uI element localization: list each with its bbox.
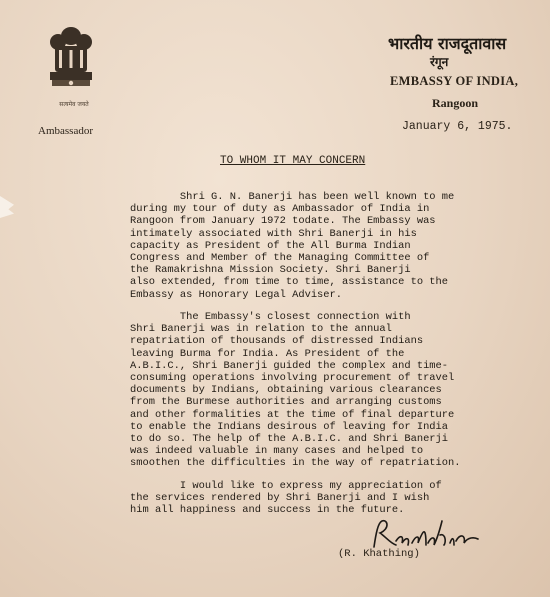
embassy-city: Rangoon	[432, 96, 479, 110]
emblem-motto: सत्यमेव जयते	[59, 101, 89, 108]
office-label: Ambassador	[38, 125, 93, 137]
paragraph-1: Shri G. N. Banerji has been well known to me during my tour of duty as Ambassador of India in Rangoon from January 1972 todate. The Embassy was intimately associated with Shri Banerji in his capacity as President of the All Burma Indian Congress and Member of the Managing Committee of the Ramakrishna Mission Society. Shri Banerji also extended, from time to time, assistance to the Embassy as Honorary Legal Adviser.	[130, 191, 455, 301]
paragraph-2: The Embassy's closest connection with Shri Banerji was in relation to the annual repatriation of thousands of distressed Indians leaving Burma for India. As President of the A.B.I.C., Shri Banerji guided the complex and time- consuming operations involving procurement of travel documents by Indians, obtaining various clearances from the Burmese authorities and arranging customs and other formalities at the time of final departure to enable the Indians desirous of leaving for India to do so. The help of the A.B.I.C. and Shri Banerji was indeed valuable in many cases and helped to smoothen the difficulties in the way of repatriation.	[130, 311, 461, 470]
hindi-city: रंगून	[430, 55, 449, 69]
embassy-name: EMBASSY OF INDIA,	[390, 74, 519, 88]
letter-date: January 6, 1975.	[402, 120, 513, 133]
letter-heading: TO WHOM IT MAY CONCERN	[220, 155, 366, 167]
hindi-embassy-title: भारतीय राजदूतावास	[388, 34, 507, 53]
paper-tear	[0, 196, 14, 218]
state-emblem-icon	[42, 22, 100, 106]
signer-name: (R. Khathing)	[338, 548, 420, 560]
paragraph-3: I would like to express my appreciation of the services rendered by Shri Banerji and I wish him all happiness and success in the future.	[130, 480, 442, 517]
